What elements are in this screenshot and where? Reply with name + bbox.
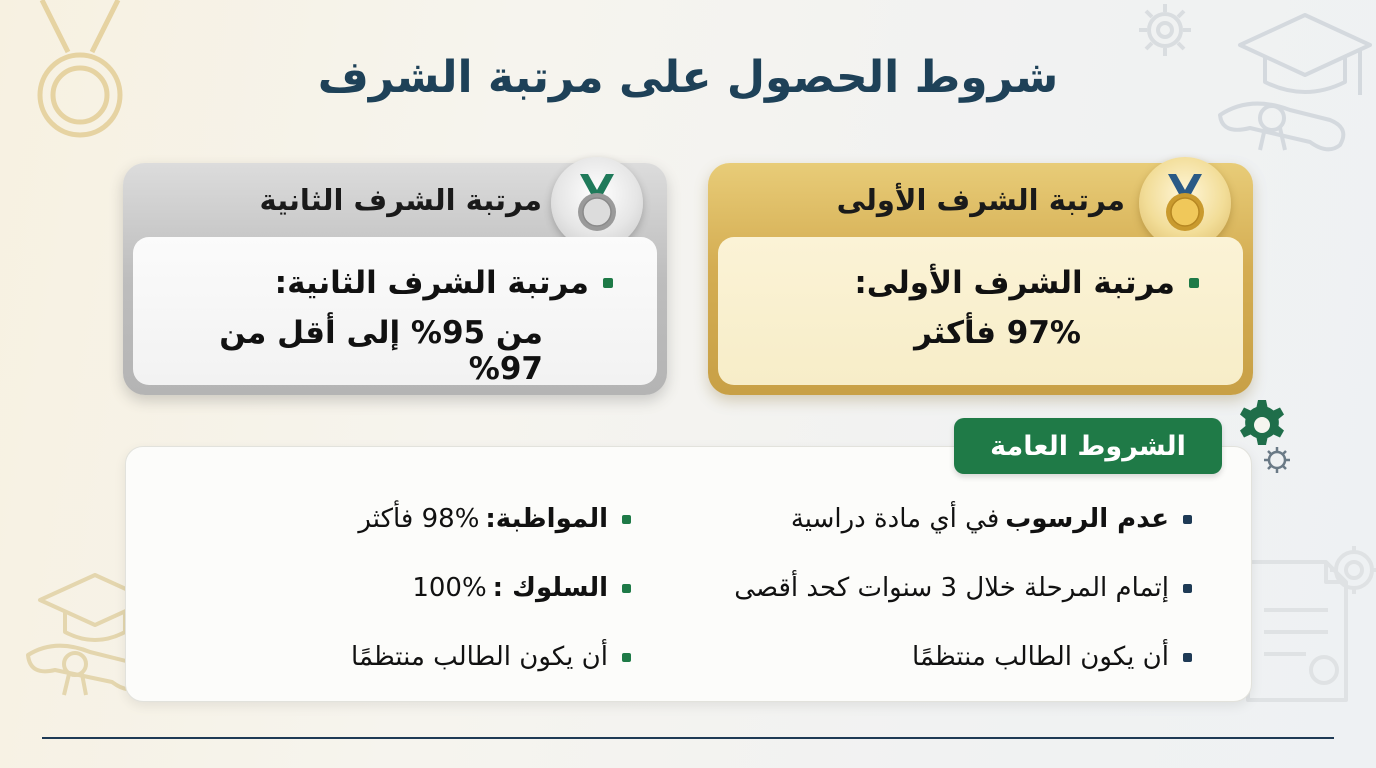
- condition-bold: السلوك :: [492, 573, 608, 603]
- second-honor-card: [123, 163, 667, 395]
- certificate-decoration-icon: [1236, 540, 1376, 710]
- bullet-icon: [1183, 584, 1192, 593]
- condition-text: 100%: [412, 573, 487, 603]
- page-title: شروط الحصول على مرتبة الشرف: [317, 52, 1059, 103]
- condition-bold: عدم الرسوب: [1005, 504, 1169, 534]
- footer-divider: [42, 737, 1334, 739]
- condition-bold: المواظبة:: [485, 504, 608, 534]
- first-honor-card: [708, 163, 1253, 395]
- list-item: [734, 638, 1192, 676]
- bullet-icon: [1189, 278, 1199, 288]
- list-item: [734, 500, 1192, 538]
- second-honor-label: مرتبة الشرف الثانية:: [274, 265, 589, 301]
- condition-text: 98% فأكثر: [358, 504, 480, 534]
- general-conditions-right-list: [734, 500, 1192, 707]
- first-honor-header: مرتبة الشرف الأولى: [836, 183, 1125, 217]
- condition-text: في أي مادة دراسية: [790, 504, 1000, 534]
- condition-text: أن يكون الطالب منتظمًا: [351, 642, 608, 672]
- first-honor-label: مرتبة الشرف الأولى:: [854, 265, 1175, 301]
- general-conditions-left-list: [351, 500, 631, 707]
- condition-text: إتمام المرحلة خلال 3 سنوات كحد أقصى: [734, 573, 1169, 603]
- first-honor-body: [718, 237, 1243, 385]
- list-item: [351, 569, 631, 607]
- list-item: [351, 638, 631, 676]
- list-item: [734, 569, 1192, 607]
- bullet-icon: [622, 584, 631, 593]
- bullet-icon: [622, 515, 631, 524]
- bullet-icon: [603, 278, 613, 288]
- bullet-icon: [622, 653, 631, 662]
- bullet-icon: [1183, 515, 1192, 524]
- bullet-icon: [1183, 653, 1192, 662]
- condition-text: أن يكون الطالب منتظمًا: [912, 642, 1169, 672]
- list-item: [351, 500, 631, 538]
- second-honor-range: من 95% إلى أقل من 97%: [219, 315, 543, 387]
- general-conditions-badge: الشروط العامة: [954, 418, 1222, 474]
- gear-icon: [1230, 396, 1294, 476]
- first-honor-range: 97% فأكثر: [914, 315, 1081, 351]
- second-honor-line: [163, 265, 613, 301]
- second-honor-header: مرتبة الشرف الثانية: [259, 183, 542, 217]
- second-honor-body: [133, 237, 657, 385]
- first-honor-line: [748, 265, 1199, 301]
